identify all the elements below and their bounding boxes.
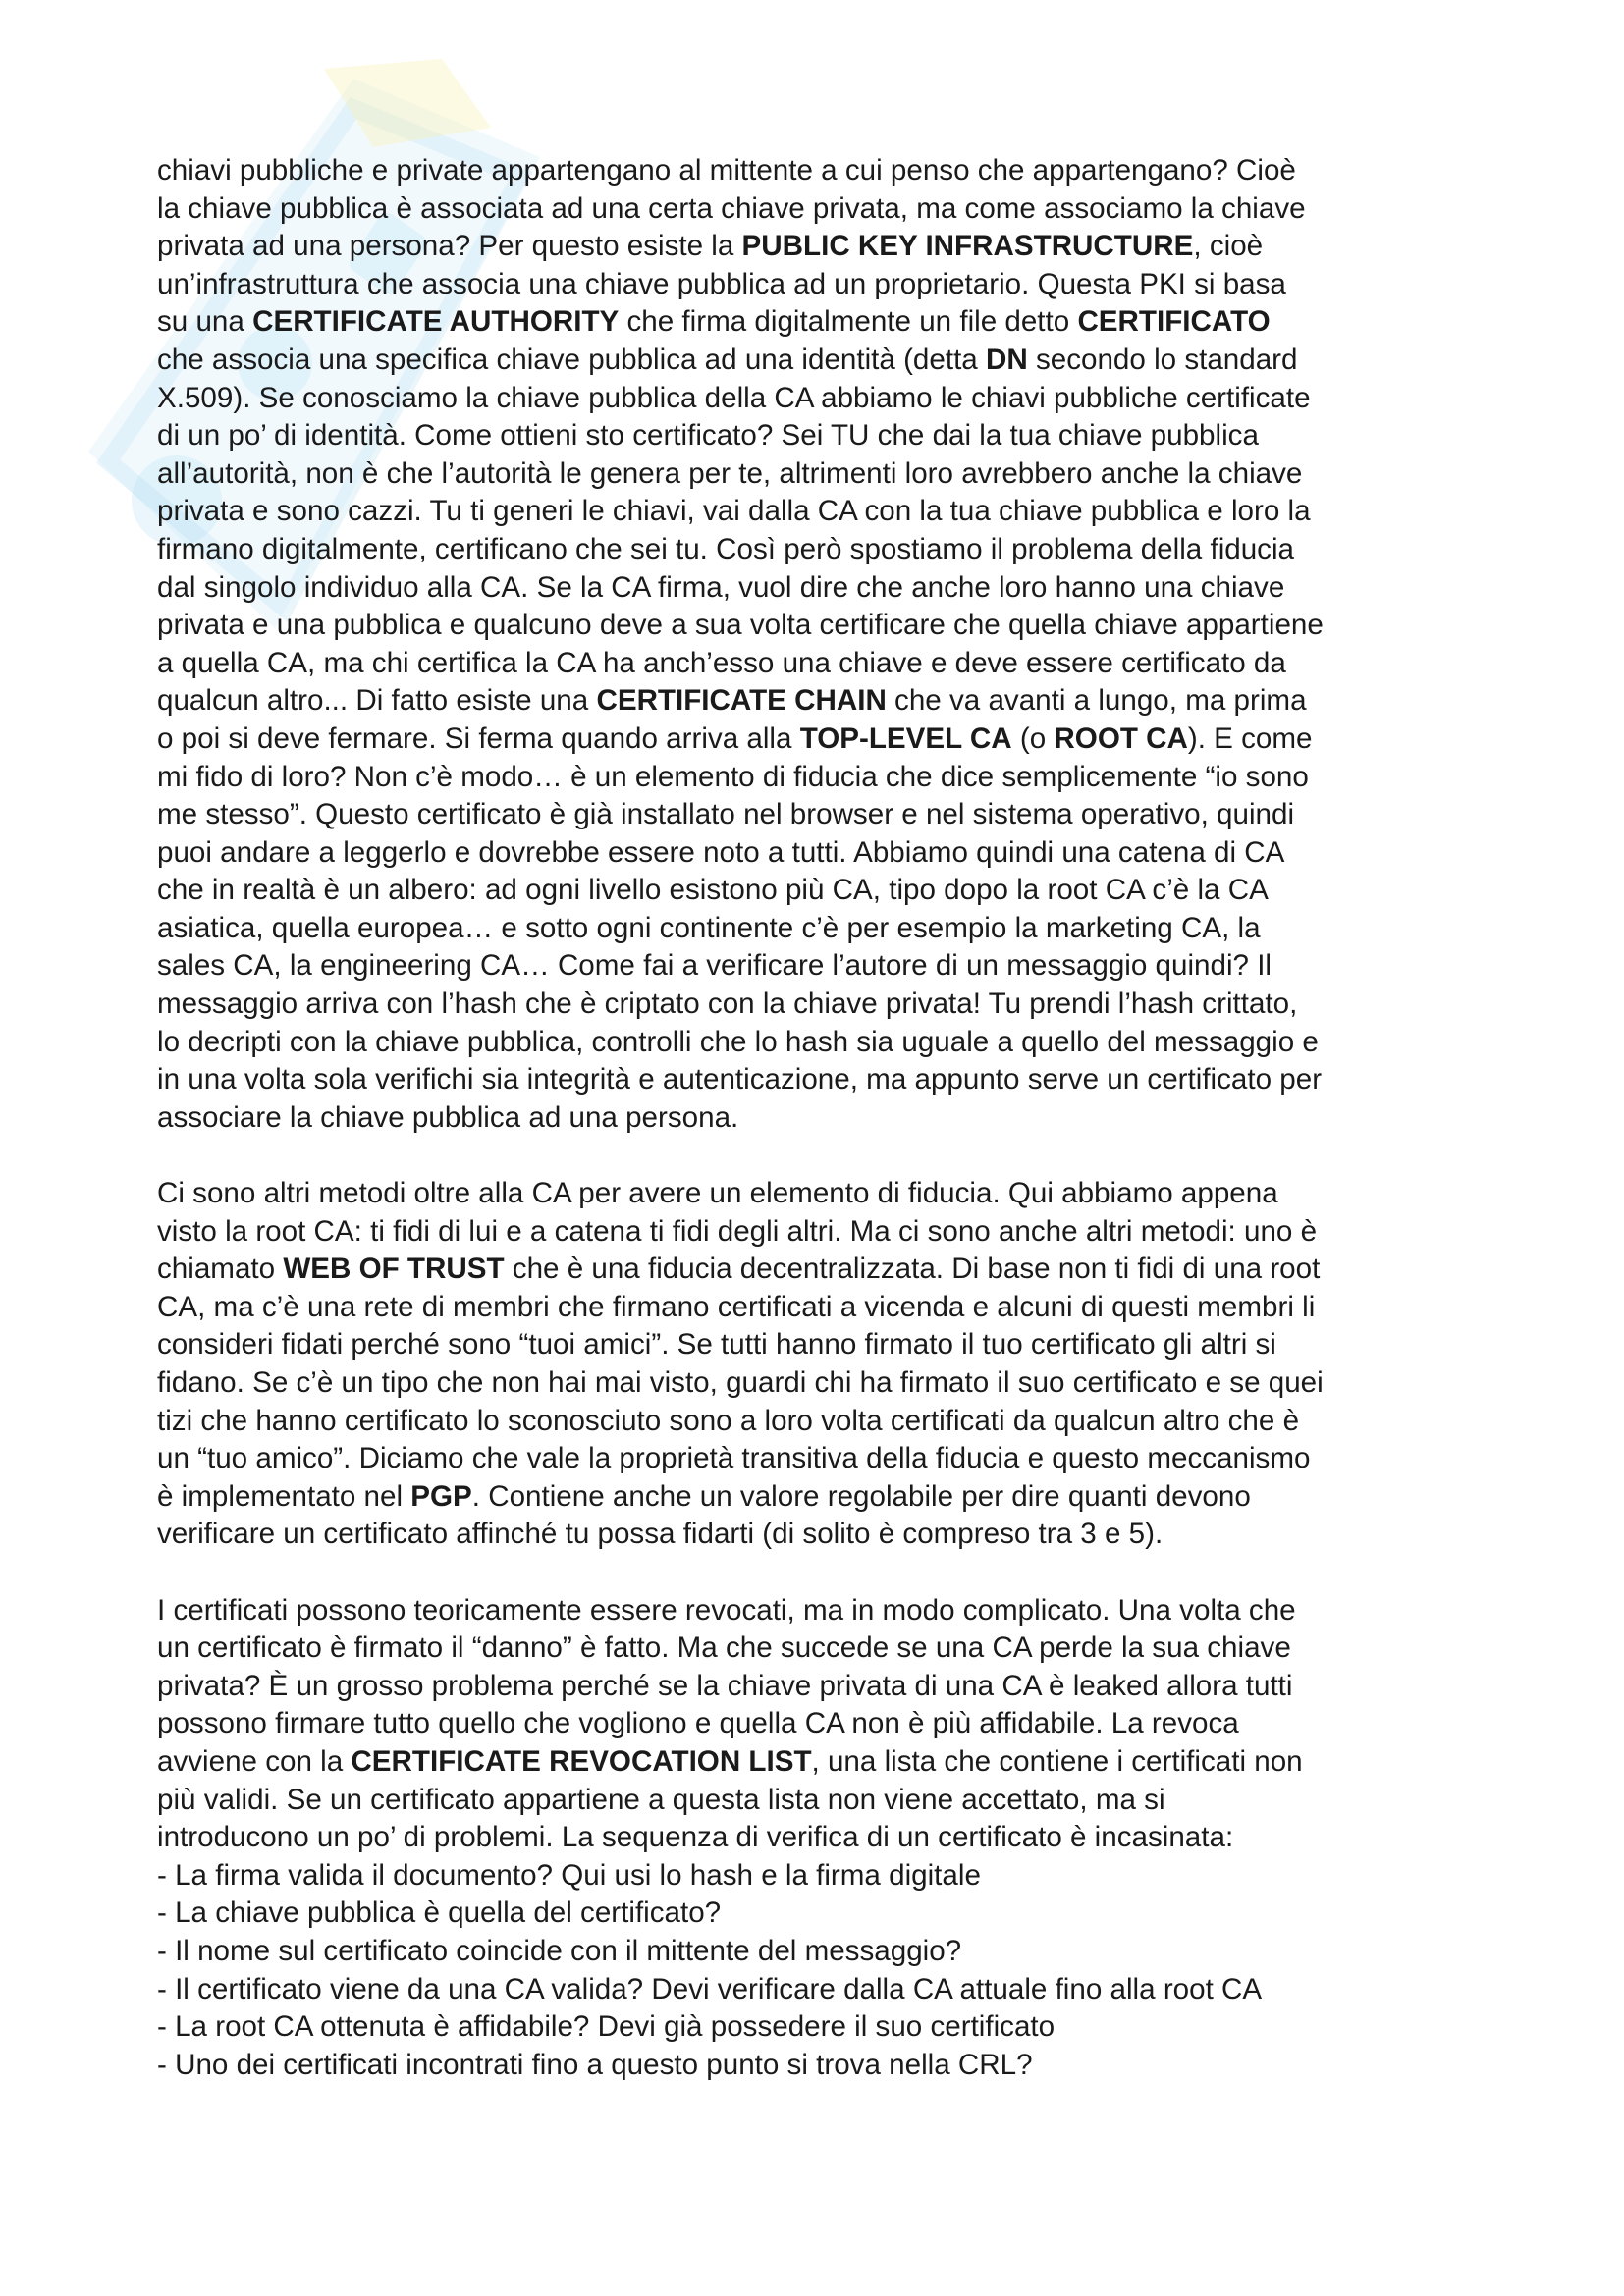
text-run: , una lista che contiene i certificati non più validi. Se un certificato appartiene a questa lista non viene accettato, ma si introducono un po’ di problemi. La sequenza di verifica di un certificato è incasinata: - La firma valida il documento? Qui usi lo hash e la firma digitale - La chiave pubblica è quella del certificato? - Il nome sul certificato coincide con il mittente del messaggio? - Il certificato viene da una CA valida? Devi verificare dalla CA attuale fino alla root CA - La root CA ottenuta è affidabile? Devi già possedere il suo certificato - Uno dei certificati incontrati fino a questo punto si trova nella CRL? [157, 1744, 1303, 2081]
bold-term: CERTIFICATO [1077, 305, 1271, 339]
text-run: chiavi pubbliche e private appartengano al mittente a cui penso che appartengano? Cioè la chiave pubblica è associata ad una certa chiave privata, ma come associamo la chiave privata ad una persona? Per questo esiste la [157, 154, 1306, 263]
paragraph-revocation [157, 1592, 1492, 2085]
bold-term: TOP-LEVEL CA [799, 721, 1012, 755]
text-run: che è una fiducia decentralizzata. Di base non ti fidi di una root CA, ma c’è una rete di membri che firmano certificati a vicenda e alcuni di questi membri li consideri fidati perché sono “tuoi amici”. Se tutti hanno firmato il tuo certificato gli altri si fidano. Se c’è un tipo che non hai mai visto, guardi chi ha firmato il suo certificato e se quei tizi che hanno certificato lo sconosciuto sono a loro volta certificati da qualcun altro che è un “tuo amico”. Diciamo che vale la proprietà transitiva della fiducia e questo meccanismo è implementato nel [157, 1253, 1324, 1513]
bold-term: WEB OF TRUST [283, 1253, 505, 1286]
text-run: che va avanti a lungo, ma prima o poi si deve fermare. Si ferma quando arriva alla [157, 684, 1307, 755]
text-run: che associa una specifica chiave pubblica ad una identità (detta [157, 343, 978, 376]
text-run: I certificati possono teoricamente essere revocati, ma in modo complicato. Una volta che un certificato è firmato il “danno” è fatto. Ma che succede se una CA perde la sua chiave privata? È un grosso problema perché se la chiave privata di una CA è leaked allora tutti possono firmare tutto quello che vogliono e quella CA non è più affidabile. La revoca avviene con la [157, 1593, 1296, 1778]
text-run: . Contiene anche un valore regolabile per dire quanti devono verificare un certificato affinché tu possa fidarti (di solito è compreso tra 3 e 5). [157, 1479, 1251, 1551]
bold-term: CERTIFICATE CHAIN [596, 684, 887, 718]
text-run: che firma digitalmente un file detto [619, 305, 1078, 339]
bold-term: PGP [410, 1479, 472, 1513]
text-run: Ci sono altri metodi oltre alla CA per avere un elemento di fiducia. Qui abbiamo appena visto la root CA: ti fidi di lui e a catena ti fidi degli altri. Ma ci sono anche altri metodi: uno è chiamato [157, 1177, 1318, 1286]
bold-term: ROOT CA [1054, 721, 1188, 755]
paragraph-pki [157, 152, 1492, 1137]
bold-term: PUBLIC KEY INFRASTRUCTURE [741, 230, 1194, 263]
bold-term: CERTIFICATE REVOCATION LIST [351, 1744, 812, 1778]
text-run: secondo lo standard X.509). Se conosciamo la chiave pubblica della CA abbiamo le chiavi pubbliche certificate di un po’ di identità. Come ottieni sto certificato? Sei TU che dai la tua chiave pubblica all’autorità, non è che l’autorità le genera per te, altrimenti loro avrebbero anche la chiave privata e sono cazzi. Tu ti generi le chiavi, vai dalla CA con la tua chiave pubblica e loro la firmano digitalmente, certificano che sei tu. Così però spostiamo il problema della fiducia dal singolo individuo alla CA. Se la CA firma, vuol dire che anche loro hanno una chiave privata e una pubblica e qualcuno deve a sua volta certificare che quella chiave appartiene a quella CA, ma chi certifica la CA ha anch’esso una chiave e deve essere certificato da qualcun altro... Di fatto esiste una [157, 343, 1324, 718]
text-run: , cioè un’infrastruttura che associa una chiave pubblica ad un proprietario. Questa PKI si basa su una [157, 230, 1286, 339]
text-run: ). E come mi fido di loro? Non c’è modo… è un elemento di fiducia che dice semplicemente “io sono me stesso”. Questo certificato è già installato nel browser e nel sistema operativo, quindi puoi andare a leggerlo e dovrebbe essere noto a tutti. Abbiamo quindi una catena di CA che in realtà è un albero: ad ogni livello esistono più CA, tipo dopo la root CA c’è la CA asiatica, quella europea… e sotto ogni continente c’è per esempio la marketing CA, la sales CA, la engineering CA… Come fai a verificare l’autore di un messaggio quindi? Il messaggio arriva con l’hash che è criptato con la chiave privata! Tu prendi l’hash crittato, lo decripti con la chiave pubblica, controlli che lo hash sia uguale a quello del messaggio e in una volta sola verifichi sia integrità e autenticazione, ma appunto serve un certificato per associare la chiave pubblica ad una persona. [157, 721, 1323, 1134]
bold-term: DN [985, 343, 1028, 376]
document-body [157, 152, 1492, 2084]
bold-term: CERTIFICATE AUTHORITY [252, 305, 620, 339]
paragraph-web-of-trust [157, 1175, 1492, 1554]
text-run: (o [1011, 721, 1055, 755]
